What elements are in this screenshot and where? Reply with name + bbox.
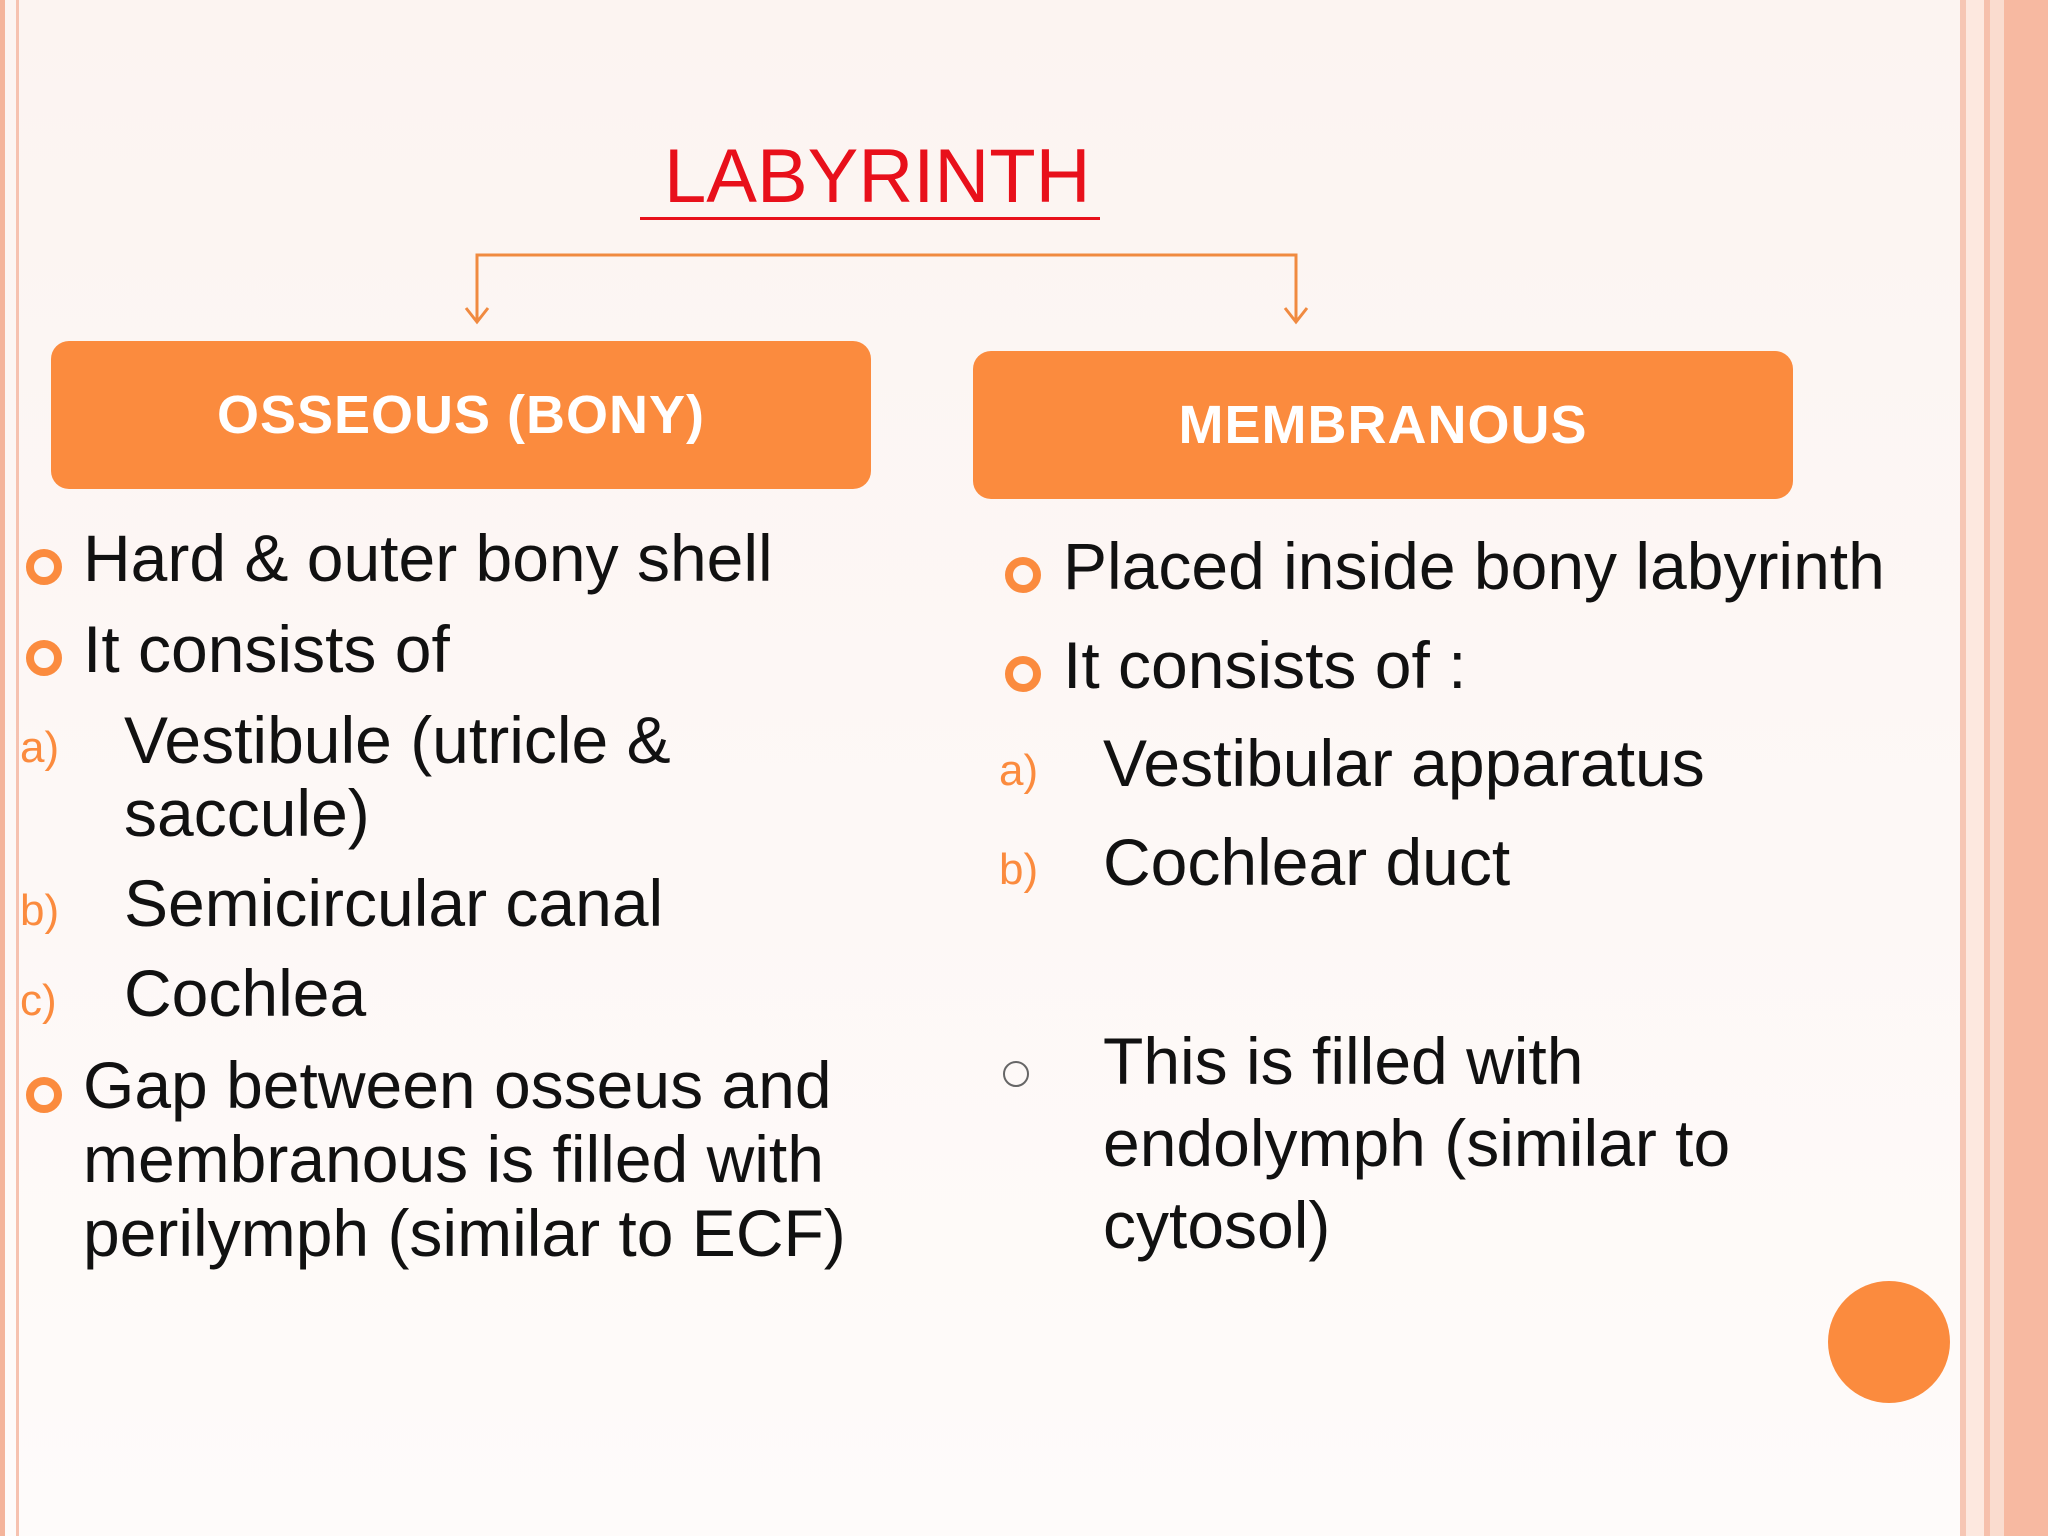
note-line-1: This is filled with	[1103, 1024, 1584, 1098]
decorative-circle	[1828, 1281, 1950, 1403]
bullet-icon	[26, 549, 62, 585]
sub-marker-a: a)	[999, 746, 1039, 795]
right-subitem-b: Cochlear duct	[1103, 825, 1511, 899]
slide-title: LABYRINTH	[640, 134, 1100, 220]
left-point-2: It consists of	[83, 612, 450, 686]
note-line-2: endolymph (similar to	[1103, 1106, 1731, 1180]
right-subitem-a: Vestibular apparatus	[1103, 726, 1705, 800]
connector-line	[477, 255, 1296, 322]
left-subitem-b: Semicircular canal	[124, 866, 664, 940]
sub-marker-c: c)	[20, 976, 57, 1025]
left-subitem-a-line2: saccule)	[124, 776, 370, 850]
bullet-icon	[1005, 656, 1041, 692]
bullet-icon	[26, 640, 62, 676]
note-line-3: cytosol)	[1103, 1188, 1331, 1262]
sub-marker-a: a)	[20, 723, 60, 772]
right-point-2: It consists of :	[1063, 628, 1467, 702]
sub-marker-b: b)	[20, 886, 60, 935]
gap-line-1: Gap between osseus and	[83, 1048, 832, 1122]
left-subitem-a-line1: Vestibule (utricle &	[124, 703, 671, 777]
left-subitem-c: Cochlea	[124, 956, 367, 1030]
branch-connector	[0, 0, 2048, 340]
gap-line-3: perilymph (similar to ECF)	[83, 1196, 846, 1270]
bullet-icon	[26, 1077, 62, 1113]
osseous-header-box: OSSEOUS (BONY)	[51, 341, 871, 489]
hollow-bullet-icon	[1003, 1061, 1029, 1087]
left-point-1: Hard & outer bony shell	[83, 521, 773, 595]
bullet-icon	[1005, 557, 1041, 593]
membranous-header-box: MEMBRANOUS	[973, 351, 1793, 499]
right-point-1: Placed inside bony labyrinth	[1063, 529, 1885, 603]
sub-marker-b: b)	[999, 845, 1039, 894]
gap-line-2: membranous is filled with	[83, 1122, 824, 1196]
